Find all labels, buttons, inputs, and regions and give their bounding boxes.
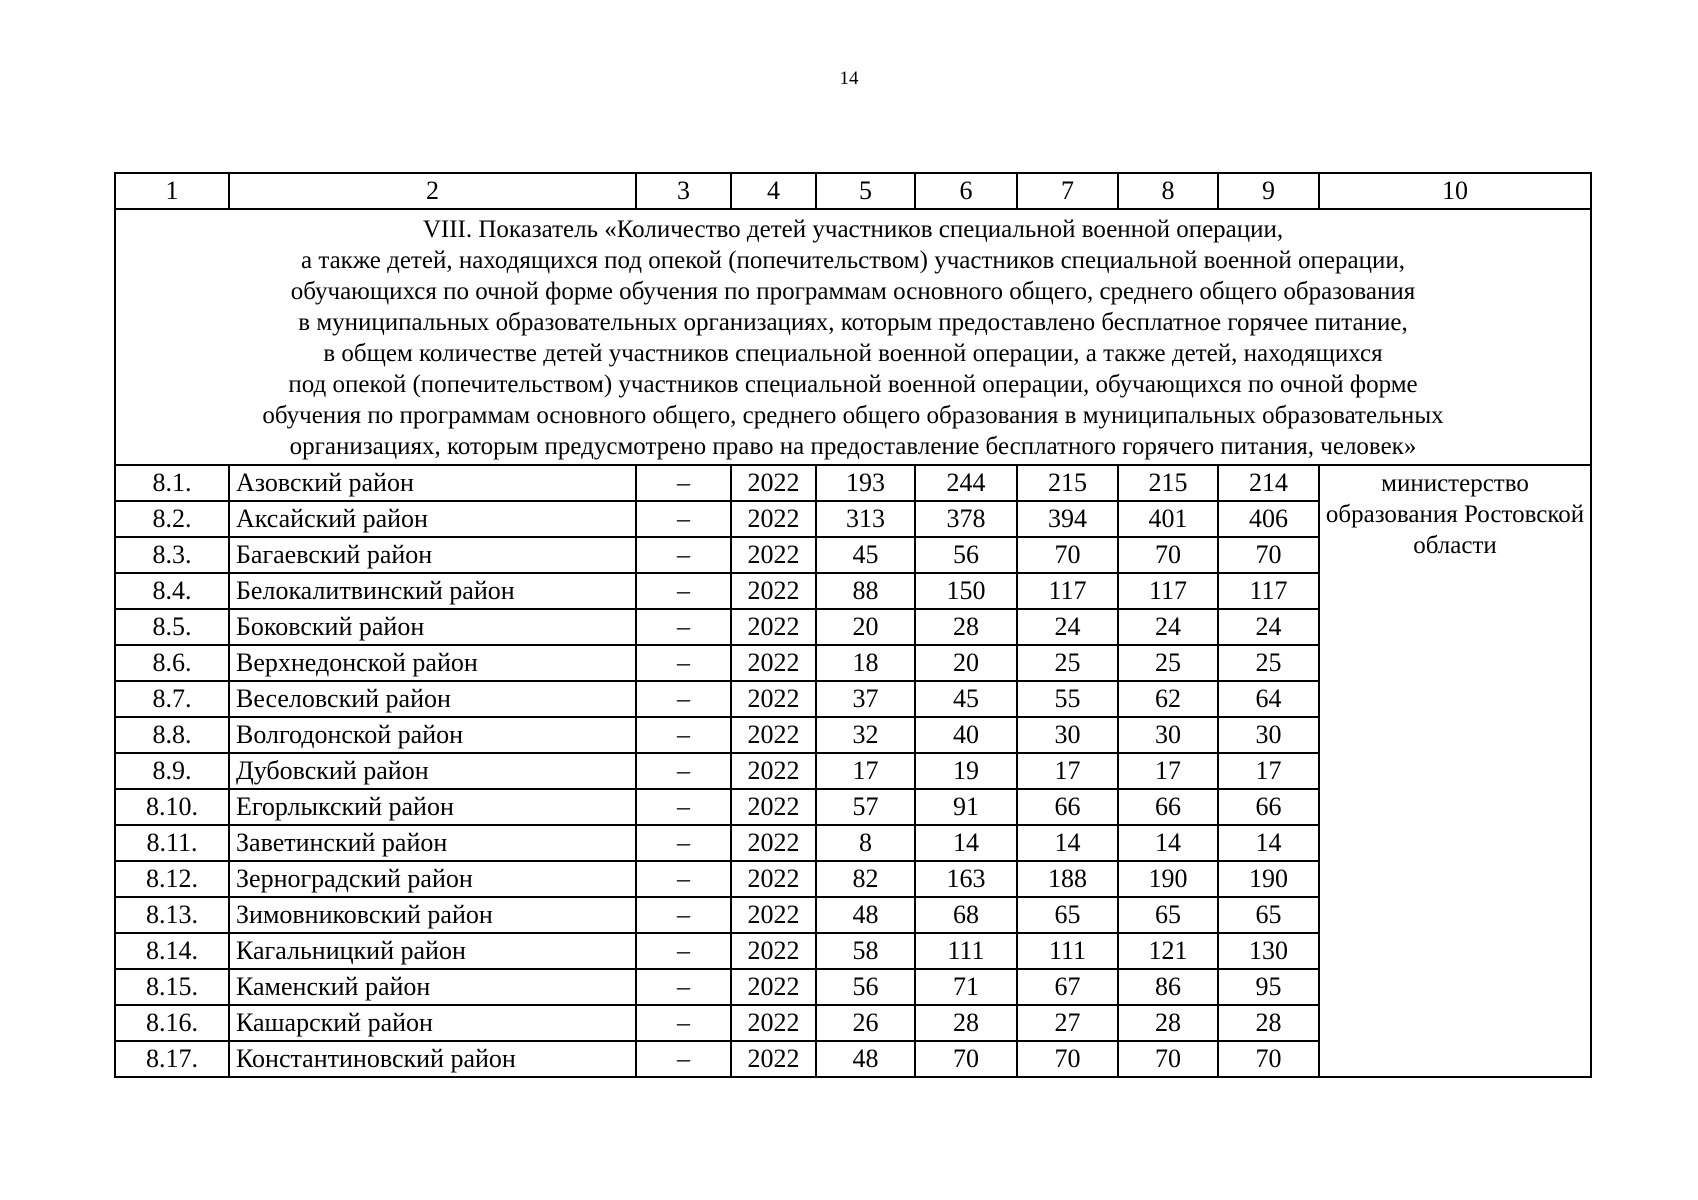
value-col-5-cell: 17 [816, 753, 915, 789]
base-year-cell: 2022 [731, 537, 816, 573]
section-title-line: обучающихся по очной форме обучения по программам основного общего, среднего общего образования [290, 278, 1416, 305]
value-col-9-cell: 214 [1218, 465, 1319, 501]
value-col-7-cell: 111 [1017, 933, 1118, 969]
value-col-6-cell: 14 [915, 825, 1017, 861]
baseline-value-cell: – [636, 1005, 731, 1041]
value-col-9-cell: 95 [1218, 969, 1319, 1005]
row-number-cell: 8.5. [115, 609, 229, 645]
value-col-7-cell: 27 [1017, 1005, 1118, 1041]
base-year-cell: 2022 [731, 645, 816, 681]
column-number-cell: 4 [731, 173, 816, 209]
baseline-value-cell: – [636, 897, 731, 933]
base-year-cell: 2022 [731, 681, 816, 717]
baseline-value-cell: – [636, 465, 731, 501]
column-number-cell: 6 [915, 173, 1017, 209]
row-number-cell: 8.15. [115, 969, 229, 1005]
column-number-cell: 8 [1118, 173, 1218, 209]
baseline-value-cell: – [636, 681, 731, 717]
baseline-value-cell: – [636, 753, 731, 789]
value-col-8-cell: 121 [1118, 933, 1218, 969]
value-col-6-cell: 45 [915, 681, 1017, 717]
value-col-6-cell: 70 [915, 1041, 1017, 1077]
district-name-cell: Верхнедонской район [229, 645, 636, 681]
value-col-7-cell: 65 [1017, 897, 1118, 933]
value-col-7-cell: 66 [1017, 789, 1118, 825]
district-name-cell: Дубовский район [229, 753, 636, 789]
base-year-cell: 2022 [731, 1041, 816, 1077]
value-col-6-cell: 68 [915, 897, 1017, 933]
district-name-cell: Волгодонской район [229, 717, 636, 753]
responsible-executor-cell: министерство образования Ростовской области [1319, 465, 1591, 1077]
value-col-7-cell: 188 [1017, 861, 1118, 897]
base-year-cell: 2022 [731, 897, 816, 933]
value-col-8-cell: 70 [1118, 1041, 1218, 1077]
value-col-8-cell: 401 [1118, 501, 1218, 537]
section-title [115, 209, 1591, 465]
value-col-6-cell: 28 [915, 609, 1017, 645]
value-col-9-cell: 28 [1218, 1005, 1319, 1041]
base-year-cell: 2022 [731, 1005, 816, 1041]
value-col-5-cell: 57 [816, 789, 915, 825]
value-col-6-cell: 150 [915, 573, 1017, 609]
value-col-9-cell: 406 [1218, 501, 1319, 537]
value-col-8-cell: 24 [1118, 609, 1218, 645]
section-title-line: а также детей, находящихся под опекой (попечительством) участников специальной военной операции, [301, 247, 1405, 274]
value-col-7-cell: 55 [1017, 681, 1118, 717]
value-col-7-cell: 394 [1017, 501, 1118, 537]
baseline-value-cell: – [636, 573, 731, 609]
value-col-6-cell: 244 [915, 465, 1017, 501]
row-number-cell: 8.4. [115, 573, 229, 609]
base-year-cell: 2022 [731, 465, 816, 501]
value-col-8-cell: 14 [1118, 825, 1218, 861]
row-number-cell: 8.8. [115, 717, 229, 753]
value-col-9-cell: 190 [1218, 861, 1319, 897]
district-name-cell: Каменский район [229, 969, 636, 1005]
row-number-cell: 8.13. [115, 897, 229, 933]
row-number-cell: 8.10. [115, 789, 229, 825]
value-col-6-cell: 40 [915, 717, 1017, 753]
baseline-value-cell: – [636, 789, 731, 825]
value-col-5-cell: 20 [816, 609, 915, 645]
row-number-cell: 8.3. [115, 537, 229, 573]
base-year-cell: 2022 [731, 933, 816, 969]
value-col-5-cell: 58 [816, 933, 915, 969]
district-name-cell: Зерноградский район [229, 861, 636, 897]
district-name-cell: Зимовниковский район [229, 897, 636, 933]
value-col-9-cell: 25 [1218, 645, 1319, 681]
value-col-9-cell: 14 [1218, 825, 1319, 861]
base-year-cell: 2022 [731, 573, 816, 609]
base-year-cell: 2022 [731, 789, 816, 825]
value-col-7-cell: 14 [1017, 825, 1118, 861]
value-col-6-cell: 71 [915, 969, 1017, 1005]
column-number-cell: 9 [1218, 173, 1319, 209]
value-col-6-cell: 56 [915, 537, 1017, 573]
row-number-cell: 8.2. [115, 501, 229, 537]
column-number-cell: 10 [1319, 173, 1591, 209]
value-col-6-cell: 378 [915, 501, 1017, 537]
value-col-5-cell: 18 [816, 645, 915, 681]
section-title-line: в общем количестве детей участников специальной военной операции, а также детей, находящихся [323, 340, 1383, 367]
baseline-value-cell: – [636, 609, 731, 645]
value-col-9-cell: 64 [1218, 681, 1319, 717]
value-col-9-cell: 17 [1218, 753, 1319, 789]
value-col-9-cell: 30 [1218, 717, 1319, 753]
value-col-8-cell: 17 [1118, 753, 1218, 789]
value-col-8-cell: 28 [1118, 1005, 1218, 1041]
value-col-6-cell: 28 [915, 1005, 1017, 1041]
base-year-cell: 2022 [731, 861, 816, 897]
value-col-9-cell: 65 [1218, 897, 1319, 933]
district-name-cell: Константиновский район [229, 1041, 636, 1077]
value-col-5-cell: 45 [816, 537, 915, 573]
district-name-cell: Аксайский район [229, 501, 636, 537]
value-col-5-cell: 32 [816, 717, 915, 753]
value-col-8-cell: 117 [1118, 573, 1218, 609]
district-name-cell: Заветинский район [229, 825, 636, 861]
district-name-cell: Кашарский район [229, 1005, 636, 1041]
row-number-cell: 8.6. [115, 645, 229, 681]
column-number-cell: 3 [636, 173, 731, 209]
district-name-cell: Егорлыкский район [229, 789, 636, 825]
page-number: 14 [839, 68, 859, 89]
column-number-cell: 2 [229, 173, 636, 209]
value-col-9-cell: 117 [1218, 573, 1319, 609]
baseline-value-cell: – [636, 825, 731, 861]
district-name-cell: Багаевский район [229, 537, 636, 573]
value-col-9-cell: 70 [1218, 537, 1319, 573]
value-col-9-cell: 66 [1218, 789, 1319, 825]
section-title-line: организациях, которым предусмотрено право на предоставление бесплатного горячего питания, человек» [289, 433, 1417, 460]
table-body [115, 173, 1591, 1077]
section-title-row [115, 209, 1591, 465]
base-year-cell: 2022 [731, 825, 816, 861]
value-col-5-cell: 56 [816, 969, 915, 1005]
row-number-cell: 8.17. [115, 1041, 229, 1077]
column-number-cell: 5 [816, 173, 915, 209]
section-title-line: в муниципальных образовательных организациях, которым предоставлено бесплатное горячее питание, [298, 309, 1408, 336]
column-number-cell: 1 [115, 173, 229, 209]
section-title-line: VIII. Показатель «Количество детей участников специальной военной операции, [422, 216, 1284, 243]
value-col-5-cell: 193 [816, 465, 915, 501]
table-row [115, 465, 1591, 501]
baseline-value-cell: – [636, 861, 731, 897]
row-number-cell: 8.1. [115, 465, 229, 501]
value-col-7-cell: 70 [1017, 1041, 1118, 1077]
value-col-5-cell: 48 [816, 897, 915, 933]
row-number-cell: 8.14. [115, 933, 229, 969]
value-col-5-cell: 37 [816, 681, 915, 717]
value-col-7-cell: 25 [1017, 645, 1118, 681]
value-col-8-cell: 62 [1118, 681, 1218, 717]
row-number-cell: 8.7. [115, 681, 229, 717]
baseline-value-cell: – [636, 969, 731, 1005]
district-name-cell: Белокалитвинский район [229, 573, 636, 609]
column-number-cell: 7 [1017, 173, 1118, 209]
district-name-cell: Кагальницкий район [229, 933, 636, 969]
baseline-value-cell: – [636, 537, 731, 573]
value-col-7-cell: 117 [1017, 573, 1118, 609]
base-year-cell: 2022 [731, 717, 816, 753]
district-name-cell: Боковский район [229, 609, 636, 645]
value-col-7-cell: 30 [1017, 717, 1118, 753]
value-col-5-cell: 8 [816, 825, 915, 861]
indicator-table [114, 172, 1592, 1078]
value-col-7-cell: 17 [1017, 753, 1118, 789]
value-col-7-cell: 67 [1017, 969, 1118, 1005]
row-number-cell: 8.11. [115, 825, 229, 861]
value-col-6-cell: 163 [915, 861, 1017, 897]
baseline-value-cell: – [636, 1041, 731, 1077]
value-col-5-cell: 26 [816, 1005, 915, 1041]
row-number-cell: 8.9. [115, 753, 229, 789]
value-col-6-cell: 111 [915, 933, 1017, 969]
value-col-8-cell: 30 [1118, 717, 1218, 753]
base-year-cell: 2022 [731, 609, 816, 645]
value-col-8-cell: 86 [1118, 969, 1218, 1005]
row-number-cell: 8.12. [115, 861, 229, 897]
value-col-5-cell: 48 [816, 1041, 915, 1077]
district-name-cell: Веселовский район [229, 681, 636, 717]
value-col-8-cell: 215 [1118, 465, 1218, 501]
district-name-cell: Азовский район [229, 465, 636, 501]
value-col-6-cell: 20 [915, 645, 1017, 681]
base-year-cell: 2022 [731, 969, 816, 1005]
baseline-value-cell: – [636, 645, 731, 681]
base-year-cell: 2022 [731, 753, 816, 789]
value-col-6-cell: 91 [915, 789, 1017, 825]
value-col-7-cell: 215 [1017, 465, 1118, 501]
value-col-5-cell: 82 [816, 861, 915, 897]
base-year-cell: 2022 [731, 501, 816, 537]
value-col-7-cell: 70 [1017, 537, 1118, 573]
row-number-cell: 8.16. [115, 1005, 229, 1041]
value-col-9-cell: 70 [1218, 1041, 1319, 1077]
value-col-9-cell: 24 [1218, 609, 1319, 645]
section-title-line: обучения по программам основного общего, среднего общего образования в муниципальных образовательных [262, 402, 1444, 429]
value-col-8-cell: 70 [1118, 537, 1218, 573]
value-col-8-cell: 190 [1118, 861, 1218, 897]
value-col-7-cell: 24 [1017, 609, 1118, 645]
baseline-value-cell: – [636, 933, 731, 969]
value-col-8-cell: 66 [1118, 789, 1218, 825]
value-col-6-cell: 19 [915, 753, 1017, 789]
value-col-9-cell: 130 [1218, 933, 1319, 969]
value-col-8-cell: 65 [1118, 897, 1218, 933]
value-col-8-cell: 25 [1118, 645, 1218, 681]
section-title-line: под опекой (попечительством) участников специальной военной операции, обучающихся по очной форме [288, 371, 1418, 398]
column-number-row [115, 173, 1591, 209]
baseline-value-cell: – [636, 501, 731, 537]
baseline-value-cell: – [636, 717, 731, 753]
value-col-5-cell: 88 [816, 573, 915, 609]
value-col-5-cell: 313 [816, 501, 915, 537]
